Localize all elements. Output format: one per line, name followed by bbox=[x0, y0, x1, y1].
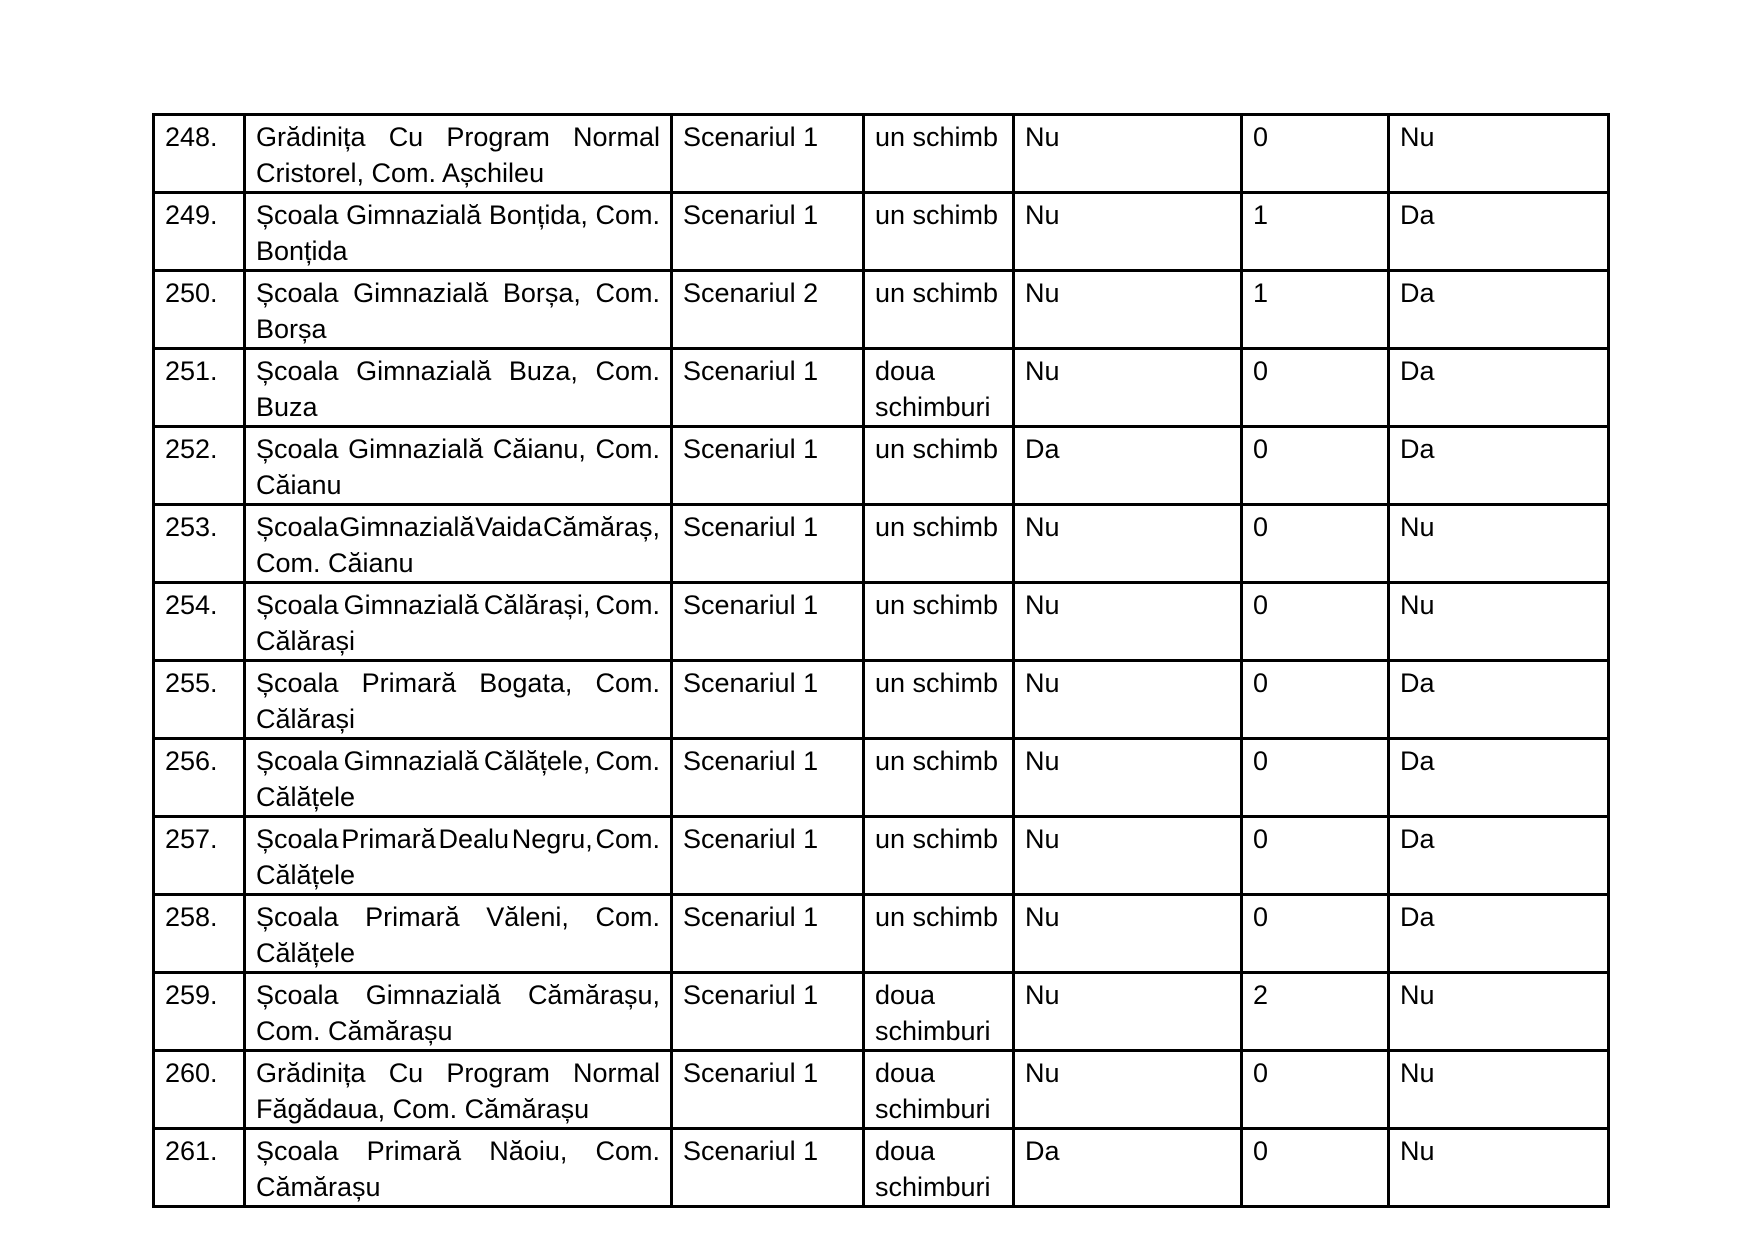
school-name-word: Gimnazială bbox=[365, 980, 501, 1010]
school-name-word: Năoiu, bbox=[489, 1136, 568, 1166]
count-cell bbox=[1242, 193, 1389, 271]
shift-cell bbox=[864, 505, 1014, 583]
school-name-line1 bbox=[256, 353, 660, 389]
count-value: 0 bbox=[1253, 356, 1269, 386]
count-value: 0 bbox=[1253, 668, 1269, 698]
flag-a-value: Nu bbox=[1025, 356, 1060, 386]
school-name-line1 bbox=[256, 119, 660, 155]
school-name-line2: Cristorel, Com. Așchileu bbox=[256, 158, 545, 188]
row-number-cell: 257. bbox=[154, 817, 245, 895]
scenario-label: Scenariul 1 bbox=[683, 824, 819, 854]
flag-b-value: Nu bbox=[1400, 590, 1435, 620]
flag-a-value: Nu bbox=[1025, 278, 1060, 308]
school-name-word: Primară bbox=[361, 668, 457, 698]
count-value: 0 bbox=[1253, 1136, 1269, 1166]
row-number-cell: 259. bbox=[154, 973, 245, 1051]
flag-b-cell bbox=[1389, 817, 1609, 895]
school-name-cell bbox=[245, 739, 672, 817]
school-name-line1 bbox=[256, 1133, 660, 1169]
count-cell bbox=[1242, 271, 1389, 349]
school-name-line2: Călățele bbox=[256, 938, 356, 968]
school-name-word: Cu bbox=[388, 1058, 424, 1088]
school-name-word: Primară bbox=[365, 902, 460, 932]
school-name-cell bbox=[245, 973, 672, 1051]
flag-b-cell bbox=[1389, 1129, 1609, 1207]
school-name-word: Gimnazială bbox=[343, 590, 479, 620]
flag-b-cell bbox=[1389, 583, 1609, 661]
row-number-cell: 250. bbox=[154, 271, 245, 349]
school-name-word: Văleni, bbox=[486, 902, 569, 932]
flag-a-cell bbox=[1014, 973, 1242, 1051]
count-value: 1 bbox=[1253, 200, 1269, 230]
table-row bbox=[154, 115, 1609, 193]
flag-a-cell bbox=[1014, 271, 1242, 349]
school-name-word: Cămărașu, bbox=[527, 980, 660, 1010]
row-number-cell: 248. bbox=[154, 115, 245, 193]
shift-cell bbox=[864, 349, 1014, 427]
school-name-line1 bbox=[256, 1055, 660, 1091]
flag-a-value: Da bbox=[1025, 1136, 1060, 1166]
shift-line: un schimb bbox=[875, 278, 999, 308]
count-value: 0 bbox=[1253, 1058, 1269, 1088]
school-name-word: Școala bbox=[256, 200, 339, 230]
flag-b-cell bbox=[1389, 115, 1609, 193]
flag-a-cell bbox=[1014, 895, 1242, 973]
scenario-cell bbox=[672, 973, 864, 1051]
shift-cell bbox=[864, 193, 1014, 271]
shift-cell bbox=[864, 973, 1014, 1051]
scenario-label: Scenariul 1 bbox=[683, 902, 819, 932]
school-name-word: Buza, bbox=[508, 356, 578, 386]
school-name-word: Școala bbox=[256, 980, 339, 1010]
school-name-line1 bbox=[256, 977, 660, 1013]
school-name-word: Școala bbox=[256, 824, 339, 854]
school-name-cell bbox=[245, 661, 672, 739]
school-name-word: Com. bbox=[595, 1136, 660, 1166]
school-name-word: Bonțida, bbox=[488, 200, 588, 230]
school-name-word: Școala bbox=[256, 590, 339, 620]
shift-line: un schimb bbox=[875, 668, 999, 698]
school-name-word: Com. bbox=[595, 200, 660, 230]
table-row bbox=[154, 817, 1609, 895]
school-name-word: Primară bbox=[366, 1136, 462, 1166]
shift-line: un schimb bbox=[875, 824, 999, 854]
table-row bbox=[154, 505, 1609, 583]
school-name-word: Gimnazială bbox=[339, 512, 475, 542]
count-value: 0 bbox=[1253, 512, 1269, 542]
school-name-word: Cămăraș, bbox=[542, 512, 660, 542]
flag-a-cell bbox=[1014, 1129, 1242, 1207]
shift-line: un schimb bbox=[875, 122, 999, 152]
school-name-cell bbox=[245, 1129, 672, 1207]
scenario-cell bbox=[672, 1051, 864, 1129]
school-name-word: Program bbox=[446, 122, 550, 152]
school-name-line2: Călățele bbox=[256, 782, 356, 812]
school-name-word: Com. bbox=[595, 590, 660, 620]
flag-b-value: Nu bbox=[1400, 1058, 1435, 1088]
school-name-word: Școala bbox=[256, 902, 339, 932]
school-name-word: Călărași, bbox=[483, 590, 591, 620]
shift-cell bbox=[864, 583, 1014, 661]
school-name-cell bbox=[245, 271, 672, 349]
shift-cell bbox=[864, 115, 1014, 193]
count-cell bbox=[1242, 349, 1389, 427]
flag-a-value: Nu bbox=[1025, 512, 1060, 542]
flag-a-cell bbox=[1014, 739, 1242, 817]
row-number-cell: 256. bbox=[154, 739, 245, 817]
flag-b-cell bbox=[1389, 973, 1609, 1051]
flag-a-cell bbox=[1014, 349, 1242, 427]
count-cell bbox=[1242, 973, 1389, 1051]
flag-b-value: Da bbox=[1400, 278, 1435, 308]
shift-cell bbox=[864, 817, 1014, 895]
school-name-line1 bbox=[256, 509, 660, 545]
flag-a-cell bbox=[1014, 817, 1242, 895]
flag-a-value: Nu bbox=[1025, 200, 1060, 230]
count-value: 0 bbox=[1253, 122, 1269, 152]
shift-cell bbox=[864, 661, 1014, 739]
shift-line: un schimb bbox=[875, 434, 999, 464]
table-row bbox=[154, 193, 1609, 271]
schools-table-body bbox=[154, 115, 1609, 1207]
school-name-word: Gimnazială bbox=[343, 746, 479, 776]
scenario-cell bbox=[672, 1129, 864, 1207]
school-name-line1 bbox=[256, 587, 660, 623]
school-name-word: Com. bbox=[595, 668, 660, 698]
scenario-label: Scenariul 1 bbox=[683, 1058, 819, 1088]
shift-line: un schimb bbox=[875, 512, 999, 542]
school-name-cell bbox=[245, 895, 672, 973]
school-name-word: Cu bbox=[388, 122, 424, 152]
count-cell bbox=[1242, 1129, 1389, 1207]
school-name-word: Com. bbox=[595, 902, 660, 932]
school-name-word: Școala bbox=[256, 512, 339, 542]
flag-b-value: Nu bbox=[1400, 1136, 1435, 1166]
count-value: 1 bbox=[1253, 278, 1269, 308]
school-name-word: Com. bbox=[595, 278, 660, 308]
table-row bbox=[154, 1129, 1609, 1207]
flag-a-cell bbox=[1014, 193, 1242, 271]
school-name-cell bbox=[245, 427, 672, 505]
school-name-word: Primară bbox=[341, 824, 436, 854]
school-name-cell bbox=[245, 817, 672, 895]
school-name-line1 bbox=[256, 821, 660, 857]
count-value: 0 bbox=[1253, 434, 1269, 464]
school-name-word: Dealu bbox=[438, 824, 510, 854]
table-row bbox=[154, 427, 1609, 505]
school-name-word: Borșa, bbox=[502, 278, 581, 308]
shift-line: un schimb bbox=[875, 200, 999, 230]
flag-b-value: Da bbox=[1400, 434, 1435, 464]
scenario-label: Scenariul 1 bbox=[683, 356, 819, 386]
table-row bbox=[154, 973, 1609, 1051]
scenario-cell bbox=[672, 661, 864, 739]
row-number-cell: 255. bbox=[154, 661, 245, 739]
flag-b-value: Nu bbox=[1400, 980, 1435, 1010]
flag-a-cell bbox=[1014, 583, 1242, 661]
school-name-word: Călățele, bbox=[483, 746, 591, 776]
school-name-line2: Bonțida bbox=[256, 236, 348, 266]
count-cell bbox=[1242, 1051, 1389, 1129]
school-name-line2: Com. Căianu bbox=[256, 548, 414, 578]
flag-b-cell bbox=[1389, 895, 1609, 973]
table-row bbox=[154, 739, 1609, 817]
flag-a-value: Nu bbox=[1025, 980, 1060, 1010]
school-name-word: Școala bbox=[256, 668, 339, 698]
scenario-label: Scenariul 2 bbox=[683, 278, 819, 308]
count-value: 0 bbox=[1253, 590, 1269, 620]
count-cell bbox=[1242, 115, 1389, 193]
school-name-line2: Făgădaua, Com. Cămărașu bbox=[256, 1094, 590, 1124]
school-name-line2: Călărași bbox=[256, 626, 356, 656]
flag-a-value: Nu bbox=[1025, 824, 1060, 854]
scenario-cell bbox=[672, 739, 864, 817]
flag-a-value: Nu bbox=[1025, 122, 1060, 152]
scenario-cell bbox=[672, 895, 864, 973]
flag-a-value: Nu bbox=[1025, 902, 1060, 932]
shift-cell bbox=[864, 1051, 1014, 1129]
scenario-cell bbox=[672, 349, 864, 427]
flag-b-cell bbox=[1389, 505, 1609, 583]
school-name-cell bbox=[245, 583, 672, 661]
count-cell bbox=[1242, 739, 1389, 817]
shift-line: doua bbox=[875, 980, 936, 1010]
school-name-word: Școala bbox=[256, 278, 339, 308]
shift-cell bbox=[864, 271, 1014, 349]
school-name-line2: Cămărașu bbox=[256, 1172, 381, 1202]
school-name-line1 bbox=[256, 899, 660, 935]
flag-a-cell bbox=[1014, 427, 1242, 505]
count-cell bbox=[1242, 583, 1389, 661]
school-name-word: Căianu, bbox=[492, 434, 586, 464]
school-name-word: Școala bbox=[256, 434, 339, 464]
count-value: 2 bbox=[1253, 980, 1269, 1010]
flag-b-value: Da bbox=[1400, 356, 1435, 386]
row-number-cell: 261. bbox=[154, 1129, 245, 1207]
row-number-cell: 252. bbox=[154, 427, 245, 505]
flag-a-value: Nu bbox=[1025, 746, 1060, 776]
shift-line: doua bbox=[875, 1136, 936, 1166]
flag-b-cell bbox=[1389, 193, 1609, 271]
shift-line: schimburi bbox=[875, 1094, 991, 1124]
flag-b-value: Da bbox=[1400, 746, 1435, 776]
flag-a-cell bbox=[1014, 661, 1242, 739]
school-name-word: Gimnazială bbox=[353, 278, 489, 308]
shift-cell bbox=[864, 895, 1014, 973]
table-row bbox=[154, 271, 1609, 349]
scenario-label: Scenariul 1 bbox=[683, 122, 819, 152]
row-number-cell: 251. bbox=[154, 349, 245, 427]
school-name-word: Com. bbox=[595, 746, 660, 776]
count-value: 0 bbox=[1253, 746, 1269, 776]
row-number-cell: 249. bbox=[154, 193, 245, 271]
flag-b-cell bbox=[1389, 349, 1609, 427]
shift-cell bbox=[864, 427, 1014, 505]
school-name-word: Grădinița bbox=[256, 1058, 366, 1088]
scenario-label: Scenariul 1 bbox=[683, 590, 819, 620]
flag-b-value: Da bbox=[1400, 902, 1435, 932]
school-name-cell bbox=[245, 115, 672, 193]
flag-a-cell bbox=[1014, 115, 1242, 193]
table-row bbox=[154, 1051, 1609, 1129]
scenario-cell bbox=[672, 583, 864, 661]
table-row bbox=[154, 661, 1609, 739]
flag-a-value: Nu bbox=[1025, 668, 1060, 698]
count-value: 0 bbox=[1253, 824, 1269, 854]
school-name-word: Negru, bbox=[511, 824, 593, 854]
count-value: 0 bbox=[1253, 902, 1269, 932]
school-name-cell bbox=[245, 193, 672, 271]
shift-line: doua bbox=[875, 1058, 936, 1088]
flag-b-cell bbox=[1389, 271, 1609, 349]
school-name-word: Gimnazială bbox=[348, 434, 484, 464]
row-number-cell: 253. bbox=[154, 505, 245, 583]
flag-b-value: Da bbox=[1400, 200, 1435, 230]
shift-cell bbox=[864, 1129, 1014, 1207]
shift-line: doua bbox=[875, 356, 936, 386]
school-name-word: Vaida bbox=[475, 512, 543, 542]
flag-b-cell bbox=[1389, 1051, 1609, 1129]
flag-a-cell bbox=[1014, 1051, 1242, 1129]
school-name-word: Normal bbox=[572, 1058, 660, 1088]
school-name-line2: Călărași bbox=[256, 704, 356, 734]
flag-a-value: Nu bbox=[1025, 590, 1060, 620]
shift-line: schimburi bbox=[875, 1016, 991, 1046]
school-name-word: Școala bbox=[256, 746, 339, 776]
shift-line: un schimb bbox=[875, 902, 999, 932]
count-cell bbox=[1242, 505, 1389, 583]
school-name-cell bbox=[245, 349, 672, 427]
flag-b-value: Nu bbox=[1400, 512, 1435, 542]
flag-b-value: Da bbox=[1400, 824, 1435, 854]
school-name-line1 bbox=[256, 275, 660, 311]
table-row bbox=[154, 583, 1609, 661]
flag-b-cell bbox=[1389, 739, 1609, 817]
school-name-word: Com. bbox=[595, 434, 660, 464]
scenario-label: Scenariul 1 bbox=[683, 434, 819, 464]
scenario-cell bbox=[672, 271, 864, 349]
flag-b-cell bbox=[1389, 661, 1609, 739]
school-name-line1 bbox=[256, 197, 660, 233]
school-name-word: Școala bbox=[256, 1136, 339, 1166]
scenario-label: Scenariul 1 bbox=[683, 980, 819, 1010]
school-name-word: Com. bbox=[595, 356, 660, 386]
school-name-line1 bbox=[256, 665, 660, 701]
shift-line: un schimb bbox=[875, 590, 999, 620]
shift-line: schimburi bbox=[875, 392, 991, 422]
flag-a-value: Nu bbox=[1025, 1058, 1060, 1088]
flag-a-value: Da bbox=[1025, 434, 1060, 464]
school-name-word: Bogata, bbox=[479, 668, 573, 698]
school-name-word: Școala bbox=[256, 356, 339, 386]
school-name-word: Normal bbox=[572, 122, 660, 152]
scenario-cell bbox=[672, 505, 864, 583]
scenario-cell bbox=[672, 427, 864, 505]
count-cell bbox=[1242, 895, 1389, 973]
scenario-cell bbox=[672, 193, 864, 271]
scenario-label: Scenariul 1 bbox=[683, 200, 819, 230]
school-name-line1 bbox=[256, 743, 660, 779]
flag-b-cell bbox=[1389, 427, 1609, 505]
row-number-cell: 258. bbox=[154, 895, 245, 973]
table-row bbox=[154, 895, 1609, 973]
scenario-cell bbox=[672, 115, 864, 193]
flag-b-value: Da bbox=[1400, 668, 1435, 698]
scenario-label: Scenariul 1 bbox=[683, 1136, 819, 1166]
school-name-line2: Com. Cămărașu bbox=[256, 1016, 453, 1046]
count-cell bbox=[1242, 427, 1389, 505]
school-name-line2: Călățele bbox=[256, 860, 356, 890]
school-name-cell bbox=[245, 505, 672, 583]
row-number-cell: 260. bbox=[154, 1051, 245, 1129]
scenario-label: Scenariul 1 bbox=[683, 668, 819, 698]
scenario-label: Scenariul 1 bbox=[683, 746, 819, 776]
shift-line: un schimb bbox=[875, 746, 999, 776]
table-row bbox=[154, 349, 1609, 427]
schools-table bbox=[152, 113, 1610, 1208]
school-name-word: Program bbox=[446, 1058, 550, 1088]
school-name-word: Gimnazială bbox=[356, 356, 492, 386]
scenario-cell bbox=[672, 817, 864, 895]
count-cell bbox=[1242, 661, 1389, 739]
shift-cell bbox=[864, 739, 1014, 817]
school-name-cell bbox=[245, 1051, 672, 1129]
school-name-word: Grădinița bbox=[256, 122, 366, 152]
shift-line: schimburi bbox=[875, 1172, 991, 1202]
flag-a-cell bbox=[1014, 505, 1242, 583]
school-name-line2: Căianu bbox=[256, 470, 342, 500]
school-name-word: Com. bbox=[595, 824, 660, 854]
school-name-word: Gimnazială bbox=[346, 200, 482, 230]
school-name-line2: Buza bbox=[256, 392, 318, 422]
school-name-line2: Borșa bbox=[256, 314, 327, 344]
count-cell bbox=[1242, 817, 1389, 895]
flag-b-value: Nu bbox=[1400, 122, 1435, 152]
scenario-label: Scenariul 1 bbox=[683, 512, 819, 542]
school-name-line1 bbox=[256, 431, 660, 467]
row-number-cell: 254. bbox=[154, 583, 245, 661]
